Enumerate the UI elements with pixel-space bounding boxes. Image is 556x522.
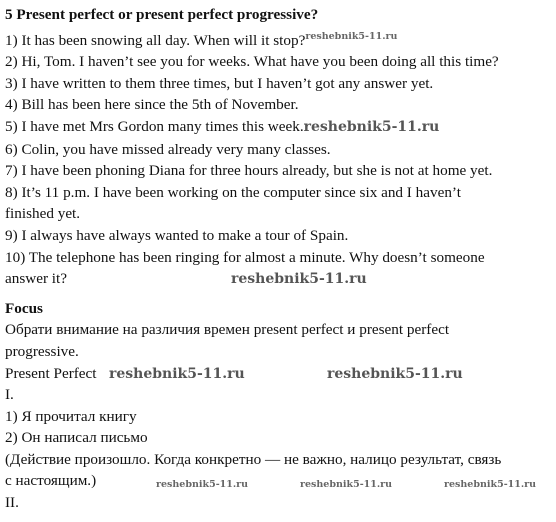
watermark: reshebnik5-11.ru [305, 30, 398, 42]
document-page [5, 4, 553, 514]
item-text: answer it? [5, 270, 67, 288]
watermark: reshebnik5-11.ru [109, 365, 245, 382]
exercise-item-9: 9) I always have always wanted to make a tour of Spain. [5, 226, 349, 244]
exercise-item-10-cont [5, 268, 553, 290]
exercise-item-7: 7) I have been phoning Diana for three hours already, but she is not at home yet. [5, 162, 493, 180]
watermark: reshebnik5-11.ru [300, 479, 393, 491]
watermark: reshebnik5-11.ru [444, 479, 537, 491]
example-2: 2) Он написал письмо [5, 429, 148, 447]
example-1: 1) Я прочитал книгу [5, 407, 137, 425]
focus-intro-cont: progressive. [5, 342, 79, 360]
item-text: 5) I have met Mrs Gordon many times this week. [5, 117, 304, 135]
exercise-item-5 [5, 116, 553, 139]
exercise-item-6: 6) Colin, you have missed already very many classes. [5, 140, 331, 158]
watermark: reshebnik5-11.ru [303, 118, 440, 135]
exercise-title: 5 Present perfect or present perfect progressive? [5, 6, 319, 23]
explanation: (Действие произошло. Когда конкретно — не важно, налицо результат, связь [5, 450, 502, 468]
exercise-item-3: 3) I have written to them three times, but I haven’t got any answer yet. [5, 74, 434, 92]
exercise-item-8: 8) It’s 11 p.m. I have been working on the computer since six and I haven’t [5, 183, 461, 201]
exercise-item-10: 10) The telephone has been ringing for almost a minute. Why doesn’t someone [5, 248, 485, 266]
explanation-text: с настоящим.) [5, 472, 97, 490]
exercise-item-1 [5, 26, 553, 52]
watermark: reshebnik5-11.ru [327, 365, 463, 382]
present-perfect-label [5, 363, 553, 385]
section-label: Present Perfect [5, 364, 97, 382]
exercise-item-8-cont: finished yet. [5, 205, 81, 223]
explanation-cont [5, 470, 553, 492]
focus-intro: Обрати внимание на различия времен present perfect и present perfect [5, 321, 450, 339]
exercise-item-2: 2) Hi, Tom. I haven’t see you for weeks. What have you been doing all this time? [5, 53, 499, 71]
item-text: 1) It has been snowing all day. When will it stop? [5, 31, 306, 49]
exercise-item-4: 4) Bill has been here since the 5th of November. [5, 96, 299, 114]
watermark: reshebnik5-11.ru [156, 479, 249, 491]
roman-numeral-one: I. [5, 386, 14, 404]
focus-heading: Focus [5, 299, 43, 317]
watermark: reshebnik5-11.ru [231, 271, 367, 288]
roman-numeral-two: II. [5, 494, 19, 512]
